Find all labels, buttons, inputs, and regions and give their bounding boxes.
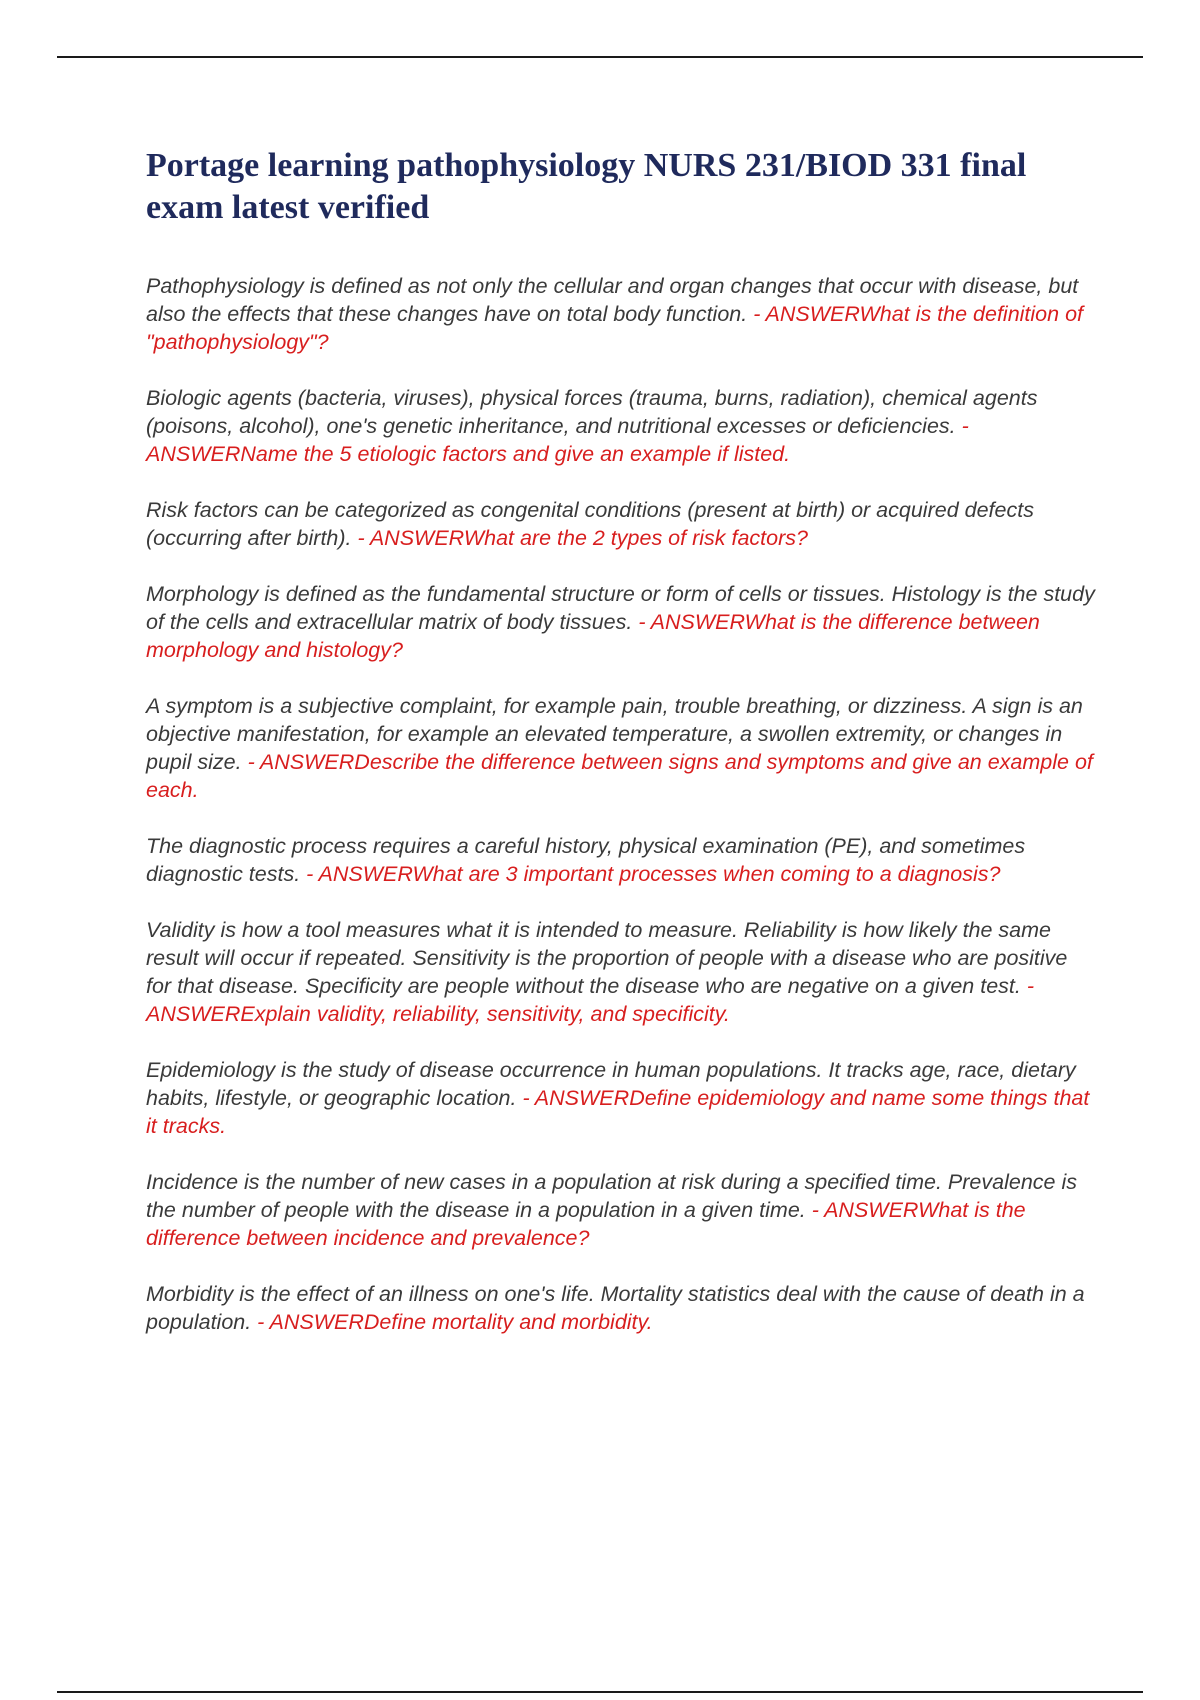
answer-marker: - ANSWER [805, 1198, 919, 1222]
qa-definition: Epidemiology is the study of disease occurrence in human populations. It tracks age, race, dietary habits, lifestyle, or geographic location. [146, 1058, 1076, 1110]
qa-question: Define mortality and morbidity. [363, 1310, 653, 1334]
qa-item [146, 580, 1096, 664]
qa-definition: Morphology is defined as the fundamental structure or form of cells or tissues. Histology is the study of the cells and extracellular matrix of body tissues. [146, 582, 1095, 634]
qa-question: Describe the difference between signs and symptoms and give an example of each. [146, 750, 1093, 802]
qa-question: Define epidemiology and name some things that it tracks. [146, 1086, 1090, 1138]
qa-definition: Incidence is the number of new cases in a population at risk during a specified time. Prevalence is the number of people with the disease in a population in a given time. [146, 1170, 1077, 1222]
answer-marker: - ANSWER [146, 414, 969, 466]
answer-marker: - ANSWER [516, 1086, 630, 1110]
qa-item [146, 496, 1096, 552]
answer-marker: - ANSWER [632, 610, 745, 634]
qa-item [146, 384, 1096, 468]
qa-item [146, 1056, 1096, 1140]
qa-item [146, 1280, 1096, 1336]
qa-item [146, 916, 1096, 1028]
qa-definition: Biologic agents (bacteria, viruses), physical forces (trauma, burns, radiation), chemical agents (poisons, alcohol), one's genetic inheritance, and nutritional excesses or deficiencies. [146, 386, 1038, 438]
qa-item [146, 692, 1096, 804]
qa-list [146, 272, 1096, 1364]
qa-definition: The diagnostic process requires a careful history, physical examination (PE), and sometimes diagnostic tests. [146, 834, 1026, 886]
qa-question: What is the difference between incidence and prevalence? [146, 1198, 1026, 1250]
answer-marker: - ANSWER [300, 862, 413, 886]
answer-marker: - ANSWER [747, 302, 860, 326]
qa-question: What are the 2 types of risk factors? [463, 526, 808, 550]
answer-marker: - ANSWER [351, 526, 464, 550]
qa-definition: A symptom is a subjective complaint, for example pain, trouble breathing, or dizziness. A sign is an objective manifestation, for example an elevated temperature, a swollen extremity, or changes in pupil size. [146, 694, 1083, 774]
qa-definition: Risk factors can be categorized as congenital conditions (present at birth) or acquired defects (occurring after birth). [146, 498, 1034, 550]
qa-question: What is the definition of "pathophysiology"? [146, 302, 1083, 354]
qa-question: What is the difference between morphology and histology? [146, 610, 1040, 662]
answer-marker: - ANSWER [251, 1310, 364, 1334]
qa-question: Name the 5 etiologic factors and give an example if listed. [240, 442, 791, 466]
qa-item [146, 832, 1096, 888]
qa-item [146, 1168, 1096, 1252]
bottom-rule [57, 1691, 1143, 1693]
qa-item [146, 272, 1096, 356]
qa-definition: Morbidity is the effect of an illness on one's life. Mortality statistics deal with the cause of death in a population. [146, 1282, 1085, 1334]
qa-definition: Validity is how a tool measures what it is intended to measure. Reliability is how likely the same result will occur if repeated. Sensitivity is the proportion of people with a disease who are positive for that disease. Specificity are people without the disease who are negative on a given test. [146, 918, 1068, 998]
qa-question: Explain validity, reliability, sensitivity, and specificity. [240, 1002, 730, 1026]
answer-marker: - ANSWER [146, 974, 1035, 1026]
answer-marker: - ANSWER [241, 750, 355, 774]
qa-definition: Pathophysiology is defined as not only the cellular and organ changes that occur with disease, but also the effects that these changes have on total body function. [146, 274, 1079, 326]
document-title: Portage learning pathophysiology NURS 231/BIOD 331 final exam latest verified [146, 147, 1027, 226]
top-rule [57, 56, 1143, 58]
qa-question: What are 3 important processes when coming to a diagnosis? [412, 862, 1001, 886]
